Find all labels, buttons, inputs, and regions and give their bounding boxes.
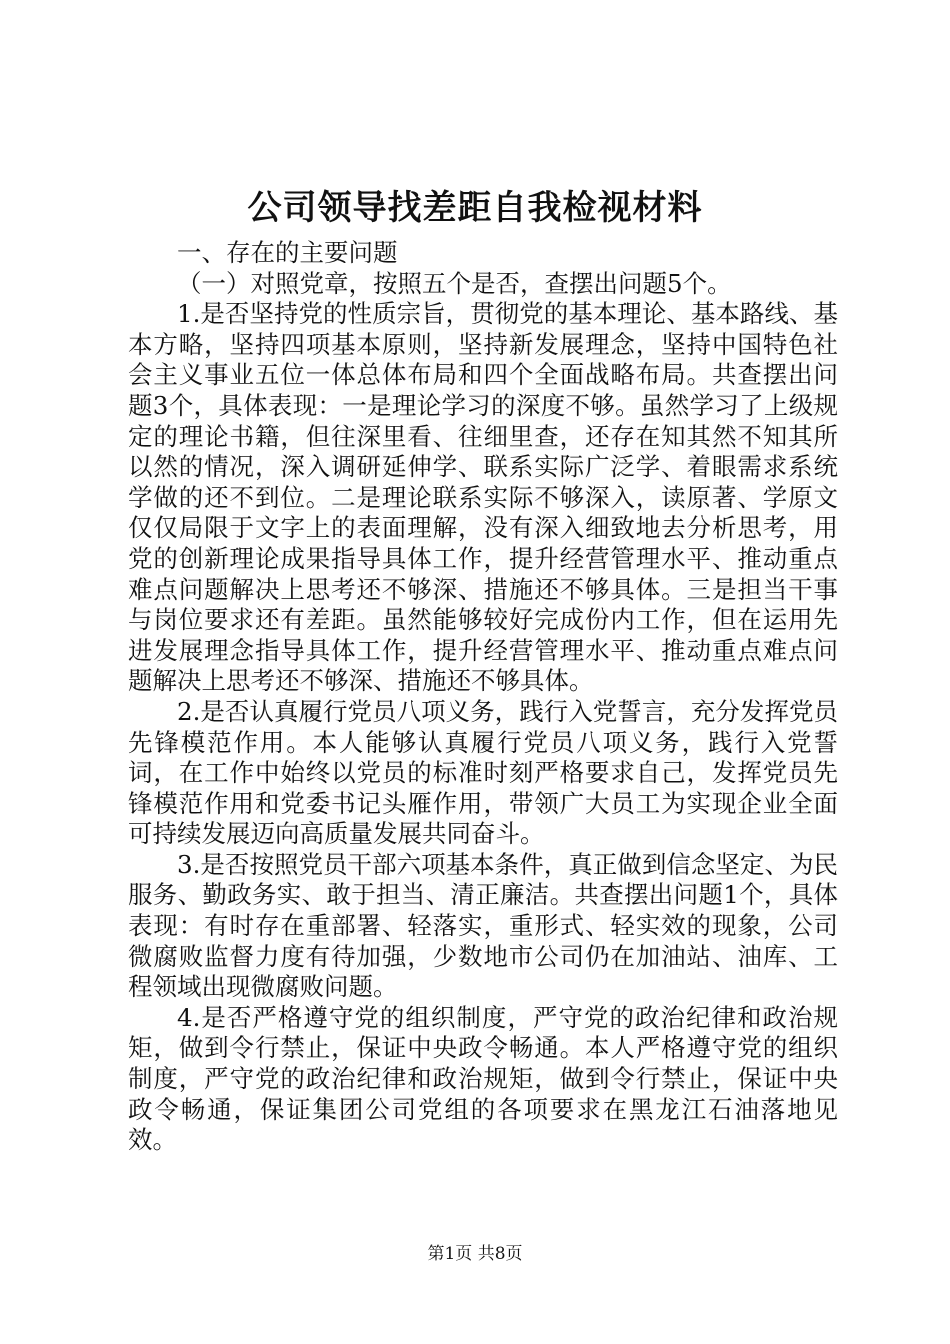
document-body [128, 238, 838, 1156]
document-title: 公司领导找差距自我检视材料 [247, 188, 703, 228]
paragraph-item-1: 1.是否坚持党的性质宗旨，贯彻党的基本理论、基本路线、基本方略，坚持四项基本原则，坚持新发展理念，坚持中国特色社会主义事业五位一体总体布局和四个全面战略布局。共查摆出问题3个，具体表现：一是理论学习的深度不够。虽然学习了上级规定的理论书籍，但往深里看、往细里查，还存在知其然不知其所以然的情况，深入调研延伸学、联系实际广泛学、着眼需求系统学做的还不到位。二是理论联系实际不够深入，读原著、学原文仅仅局限于文字上的表面理解，没有深入细致地去分析思考，用党的创新理论成果指导具体工作，提升经营管理水平、推动重点难点问题解决上思考还不够深、措施还不够具体。三是担当干事与岗位要求还有差距。虽然能够较好完成份内工作，但在运用先进发展理念指导具体工作，提升经营管理水平、推动重点难点问题解决上思考还不够深、措施还不够具体。 [128, 299, 838, 696]
subsection-heading: （一）对照党章，按照五个是否，查摆出问题5个。 [177, 268, 732, 298]
section-heading: 一、存在的主要问题 [177, 238, 398, 267]
paragraph-item-3: 3.是否按照党员干部六项基本条件，真正做到信念坚定、为民服务、勤政务实、敢于担当、清正廉洁。共查摆出问题1个，具体表现：有时存在重部署、轻落实，重形式、轻实效的现象，公司微腐败监督力度有待加强，少数地市公司仍在加油站、油库、工程领域出现微腐败问题。 [128, 849, 838, 1002]
page-footer: 第1页 共8页 [427, 1244, 523, 1264]
paragraph-item-4: 4.是否严格遵守党的组织制度，严守党的政治纪律和政治规矩，做到令行禁止，保证中央政令畅通。本人严格遵守党的组织制度，严守党的政治纪律和政治规矩，做到令行禁止，保证中央政令畅通，保证集团公司党组的各项要求在黑龙江石油落地见效。 [128, 1002, 838, 1155]
paragraph-item-2: 2.是否认真履行党员八项义务，践行入党誓言，充分发挥党员先锋模范作用。本人能够认真履行党员八项义务，践行入党誓词，在工作中始终以党员的标准时刻严格要求自己，发挥党员先锋模范作用和党委书记头雁作用，带领广大员工为实现企业全面可持续发展迈向高质量发展共同奋斗。 [128, 696, 838, 849]
